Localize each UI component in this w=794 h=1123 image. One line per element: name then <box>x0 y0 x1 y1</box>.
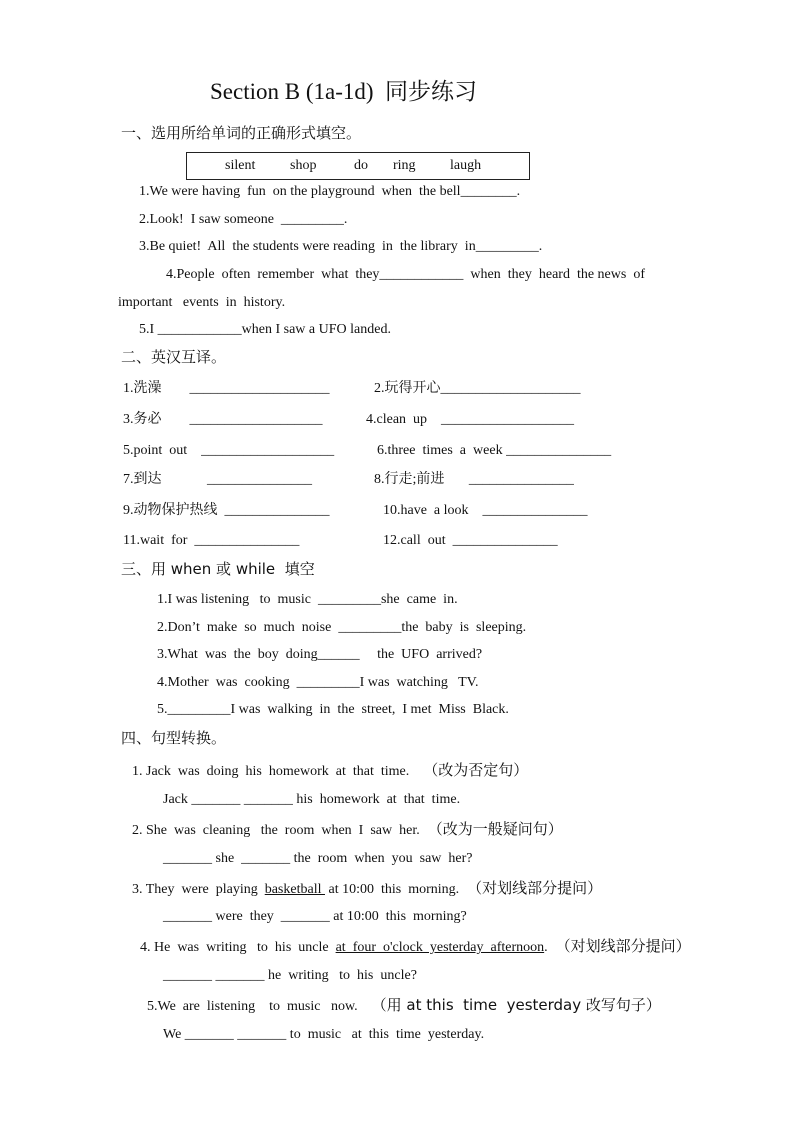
s4-q3-pre: 3. They were playing <box>132 882 265 897</box>
s4-q4-note: （对划线部分提问） <box>555 937 691 955</box>
s1-question-5: 5.I ____________when I saw a UFO landed. <box>139 322 391 337</box>
section-4-heading: 四、句型转换。 <box>121 729 227 747</box>
s4-question-3 <box>132 881 602 897</box>
section-1-heading: 一、选用所给单词的正确形式填空。 <box>121 124 362 142</box>
s4-answer-2: _______ she _______ the room when you saw her? <box>163 851 473 866</box>
s2-item: 12.call out _______________ <box>383 533 558 548</box>
s4-q4-post: . <box>544 940 548 955</box>
s4-q3-note: （对划线部分提问） <box>467 879 603 897</box>
s2-item: 7.到达 _______________ <box>123 472 312 487</box>
s2-item: 8.行走;前进 _______________ <box>374 472 574 487</box>
word-bank-word: laugh <box>450 158 482 173</box>
s4-question-2 <box>132 822 563 838</box>
s4-q3-underlined: basketball <box>264 882 325 897</box>
s4-q3-post: at 10:00 this morning. <box>324 882 460 897</box>
s1-question-1: 1.We were having fun on the playground when the bell________. <box>139 184 521 199</box>
s4-answer-1: Jack _______ _______ his homework at that time. <box>163 792 461 807</box>
s2-item: 3.务必 ___________________ <box>123 412 323 427</box>
s4-q1-sentence: 1. Jack was doing his homework at that time. <box>132 764 410 779</box>
s2-item: 1.洗澡 ____________________ <box>123 381 330 396</box>
word-bank-box <box>186 152 530 180</box>
s4-q5-note: （用 at this time yesterday 改写句子） <box>371 996 661 1014</box>
word-bank-word: shop <box>290 158 317 173</box>
page-title: Section B (1a-1d) 同步练习 <box>210 79 478 104</box>
s4-q5-sentence: 5.We are listening to music now. <box>147 999 358 1014</box>
word-bank-word: silent <box>225 158 256 173</box>
s4-q4-pre: 4. He was writing to his uncle <box>140 940 336 955</box>
s1-question-3: 3.Be quiet! All the students were reading in the library in_________. <box>139 239 543 254</box>
section-3-heading: 三、用 when 或 while 填空 <box>121 560 315 578</box>
s2-item: 2.玩得开心____________________ <box>374 381 581 396</box>
s3-question-5: 5._________I was walking in the street, I met Miss Black. <box>157 702 509 717</box>
s1-question-4-continued: important events in history. <box>118 295 286 310</box>
s4-q2-sentence: 2. She was cleaning the room when I saw her. <box>132 823 420 838</box>
s3-question-3: 3.What was the boy doing______ the UFO arrived? <box>157 647 483 662</box>
s4-question-4 <box>140 939 691 955</box>
s3-question-4: 4.Mother was cooking _________I was watching TV. <box>157 675 479 690</box>
word-bank-word: do <box>354 158 368 173</box>
s2-item: 11.wait for _______________ <box>123 533 300 548</box>
s4-question-1 <box>132 763 528 779</box>
s3-question-2: 2.Don’t make so much noise _________the baby is sleeping. <box>157 620 527 635</box>
s4-question-5 <box>147 998 661 1014</box>
s4-q4-underlined: at four o'clock yesterday afternoon <box>335 940 545 955</box>
s1-question-4: 4.People often remember what they____________ when they heard the news of <box>166 267 645 282</box>
section-2-heading: 二、英汉互译。 <box>121 348 227 366</box>
s4-answer-3: _______ were they _______ at 10:00 this morning? <box>163 909 467 924</box>
s2-item: 5.point out ___________________ <box>123 443 335 458</box>
s1-question-2: 2.Look! I saw someone _________. <box>139 212 348 227</box>
s4-q2-note: （改为一般疑问句） <box>427 820 563 838</box>
s3-question-1: 1.I was listening to music _________she came in. <box>157 592 458 607</box>
s4-answer-4: _______ _______ he writing to his uncle? <box>163 968 417 983</box>
s2-item: 10.have a look _______________ <box>383 503 588 518</box>
s2-item: 9.动物保护热线 _______________ <box>123 503 330 518</box>
s2-item: 6.three times a week _______________ <box>377 443 612 458</box>
s2-item: 4.clean up ___________________ <box>366 412 575 427</box>
word-bank-word: ring <box>393 158 416 173</box>
s4-answer-5: We _______ _______ to music at this time yesterday. <box>163 1027 485 1042</box>
s4-q1-note: （改为否定句） <box>423 761 529 779</box>
